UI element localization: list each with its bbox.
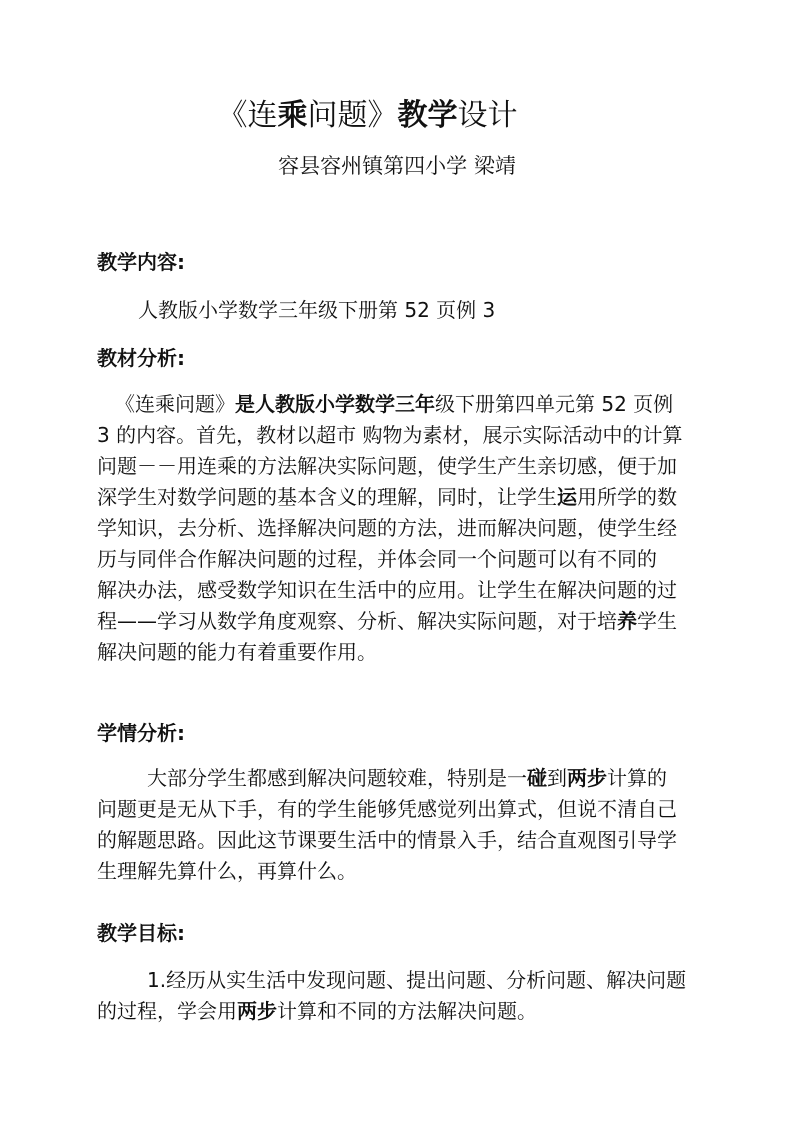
text-run-bold: 养 [617, 609, 637, 633]
text-run: 级下册第四单元第 52 页例 [435, 392, 674, 416]
paragraph-line: 问题－－用连乘的方法解决实际问题，使学生产生亲切感，便于加 [97, 454, 677, 478]
paragraph-line: 历与同伴合作解决问题的过程，并体会同一个问题可以有不同的 [97, 547, 657, 571]
title-part-bold: 乘 [277, 98, 308, 133]
text-run-bold: 运 [557, 485, 577, 509]
title-part: 《连 [217, 98, 278, 133]
paragraph-line: 解决问题的能力有着重要作用。 [97, 640, 377, 664]
paragraph-line [97, 482, 682, 513]
document-title [0, 90, 735, 134]
title-part: 设计 [457, 98, 518, 133]
section-heading-materials: 教材分析: [97, 346, 185, 370]
text-run: 用所学的数 [577, 485, 677, 509]
text-run-bold: 两步 [567, 766, 607, 790]
section-heading-goals: 教学目标: [97, 921, 185, 945]
text-run: 学生 [637, 609, 677, 633]
author-line: 容县容州镇第四小学 梁靖 [278, 154, 516, 178]
paragraph-line: 1.经历从实生活中发现问题、提出问题、分析问题、解决问题 [147, 968, 687, 992]
paragraph-line [97, 763, 677, 794]
paragraph-line: 的解题思路。因此这节课要生活中的情景入手，结合直观图引导学 [97, 828, 677, 852]
goals-paragraph [97, 965, 686, 1027]
content-text: 人教版小学数学三年级下册第 52 页例 3 [138, 298, 496, 322]
title-part: 问题》 [307, 98, 398, 133]
text-run: 《连乘问题》 [115, 392, 235, 416]
text-run: 计算和不同的方法解决问题。 [277, 999, 537, 1023]
paragraph-line: 学知识，去分析、选择解决问题的方法，进而解决问题，使学生经 [97, 516, 677, 540]
text-run: 大部分学生都感到解决问题较难，特别是一 [147, 766, 527, 790]
paragraph-line: 生理解先算什么，再算什么。 [97, 859, 357, 883]
paragraph-line: 3 的内容。首先，教材以超市 购物为素材，展示实际活动中的计算 [97, 423, 683, 447]
text-run-bold: 碰 [527, 766, 547, 790]
text-run-bold: 是人教版小学数学三年 [235, 392, 435, 416]
section-heading-content: 教学内容: [97, 250, 185, 274]
text-run: 的过程，学会用 [97, 999, 237, 1023]
text-run: 计算的 [607, 766, 667, 790]
students-paragraph [97, 763, 677, 887]
section-heading-students: 学情分析: [97, 721, 185, 745]
paragraph-line [97, 996, 686, 1027]
title-part-bold: 教学 [397, 98, 458, 133]
paragraph-line [97, 389, 682, 420]
text-run-bold: 两步 [237, 999, 277, 1023]
text-run: 程——学习从数学角度观察、分析、解决实际问题，对于培 [97, 609, 617, 633]
paragraph-line: 问题更是无从下手，有的学生能够凭感觉列出算式，但说不清自己 [97, 797, 677, 821]
text-run: 到 [547, 766, 567, 790]
paragraph-line [97, 606, 682, 637]
paragraph-line: 解决办法，感受数学知识在生活中的应用。让学生在解决问题的过 [97, 578, 677, 602]
text-run: 深学生对数学问题的基本含义的理解，同时，让学生 [97, 485, 557, 509]
materials-paragraph [97, 389, 682, 668]
